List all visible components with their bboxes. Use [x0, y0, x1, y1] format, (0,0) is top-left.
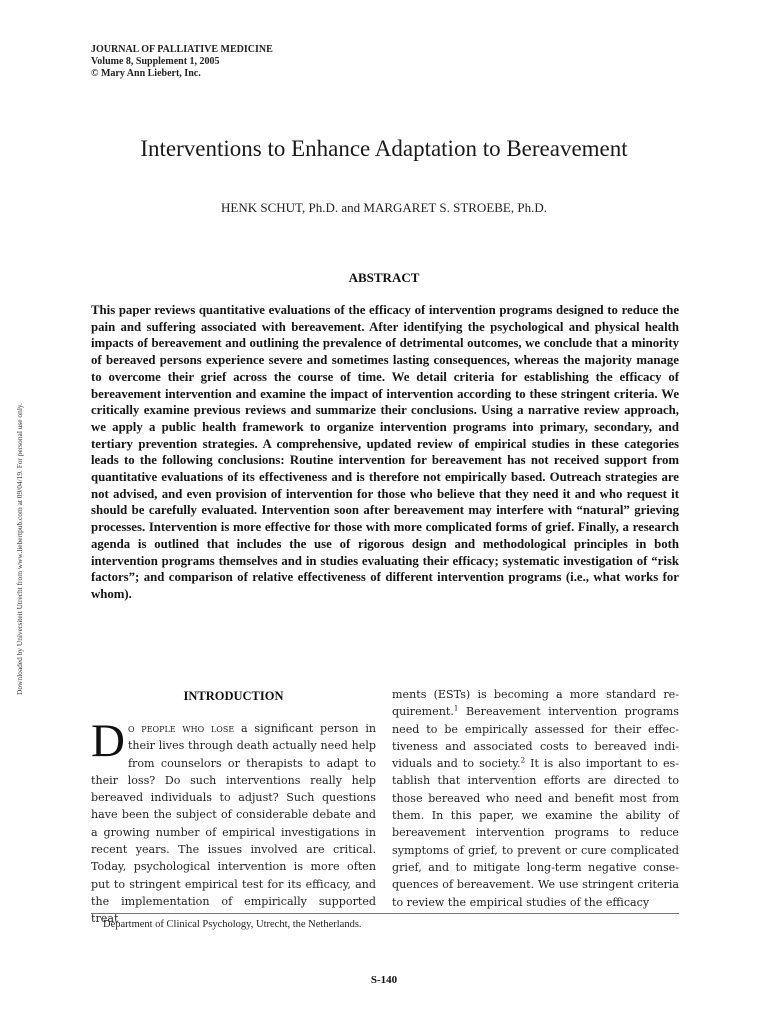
introduction-left-column	[91, 689, 376, 928]
introduction-heading: INTRODUCTION	[183, 689, 284, 703]
article-authors: HENK SCHUT, Ph.D. and MARGARET S. STROEBE, Ph.D.	[221, 200, 547, 215]
reference-2[interactable]: 2	[520, 756, 526, 765]
small-caps-lead: o people who lose	[127, 722, 235, 735]
abstract-body: This paper reviews quantitative evaluations of the efficacy of intervention programs designed to reduce the pain and suffering associated with bereavement. After identifying the psychological and physical health impacts of bereavement and outlining the prevalence of detrimental outcomes, we conclude that a minority of bereaved persons experience severe and sometimes lasting consequences, whereas the majority manage to overcome their grief across the course of time. We detail criteria for establishing the efficacy of bereavement intervention and examine the impact of intervention according to these stringent criteria. We critically examine previous reviews and summarize their conclusions. Using a narrative review approach, we apply a public health framework to organize intervention programs into primary, secondary, and tertiary prevention strategies. A comprehensive, updated review of empirical studies in these categories leads to the following conclusions: Routine intervention for bereavement has not received support from quantitative evaluations of its effectiveness and is therefore not empirically based. Outreach strategies are not advised, and even provision of intervention for those who believe that they need it and who request it should be carefully evaluated. Intervention soon after bereavement may interfere with “natural” grieving processes. Intervention is more effective for those with more complicated forms of grief. Finally, a research agenda is outlined that includes the use of rigorous design and methodological principles in both intervention programs themselves and in studies evaluating their efficacy; systematic investigation of “risk factors”; and comparison of relative effectiveness of different intervention programs (i.e., what works for whom).	[91, 303, 679, 601]
affiliation-footnote: Department of Clinical Psychology, Utrecht, the Netherlands.	[103, 919, 362, 930]
right-text-part-3: It is also important to establish that intervention efforts are directed to those bereaved who need and benefit most from them. In this paper, we examine the ability of bereavement intervention programs to reduce symptoms of grief, to prevent or cure complicated grief, and to mitigate long-term negative consequences of bereavement. We use stringent criteria to review the empirical studies of the efficacy	[392, 757, 679, 909]
journal-name: JOURNAL OF PALLIATIVE MEDICINE	[91, 44, 273, 55]
reference-1[interactable]: 1	[453, 704, 459, 713]
journal-volume: Volume 8, Supplement 1, 2005	[91, 56, 220, 67]
article-title: Interventions to Enhance Adaptation to Bereavement	[140, 136, 628, 161]
introduction-right-column	[392, 686, 679, 911]
introduction-left-text: a significant person in their lives through death actually need help from counselors or therapists to adapt to their loss? Do such interventions really help bereaved individuals to adjust? Such questions have been the subject of considerable debate and a growing number of empirical investigations in recent years. The issues involved are critical. Today, psychological intervention is more often put to stringent empirical test for its efficacy, and the implementation of empirically supported treat	[91, 722, 377, 926]
introduction-paragraph	[91, 715, 377, 928]
download-notice-text: Downloaded by Universiteit Utrecht from www.liebertpub.com at 09/04/19. For personal use only.	[15, 403, 24, 695]
download-notice	[15, 333, 25, 695]
drop-cap: D	[91, 715, 125, 767]
journal-copyright: © Mary Ann Liebert, Inc.	[91, 68, 201, 79]
right-text-part-2: Bereavement intervention programs need to be empirically assessed for their effectiveness and associated costs to bereaved individuals and to society.	[392, 705, 679, 771]
footnote-divider	[91, 913, 679, 914]
page-number: S-140	[370, 974, 398, 986]
journal-header	[91, 44, 273, 80]
abstract-heading: ABSTRACT	[348, 270, 420, 285]
introduction-continued	[392, 686, 679, 911]
right-text-part-1: ments (ESTs) is becoming a more standard requirement.	[392, 688, 679, 719]
